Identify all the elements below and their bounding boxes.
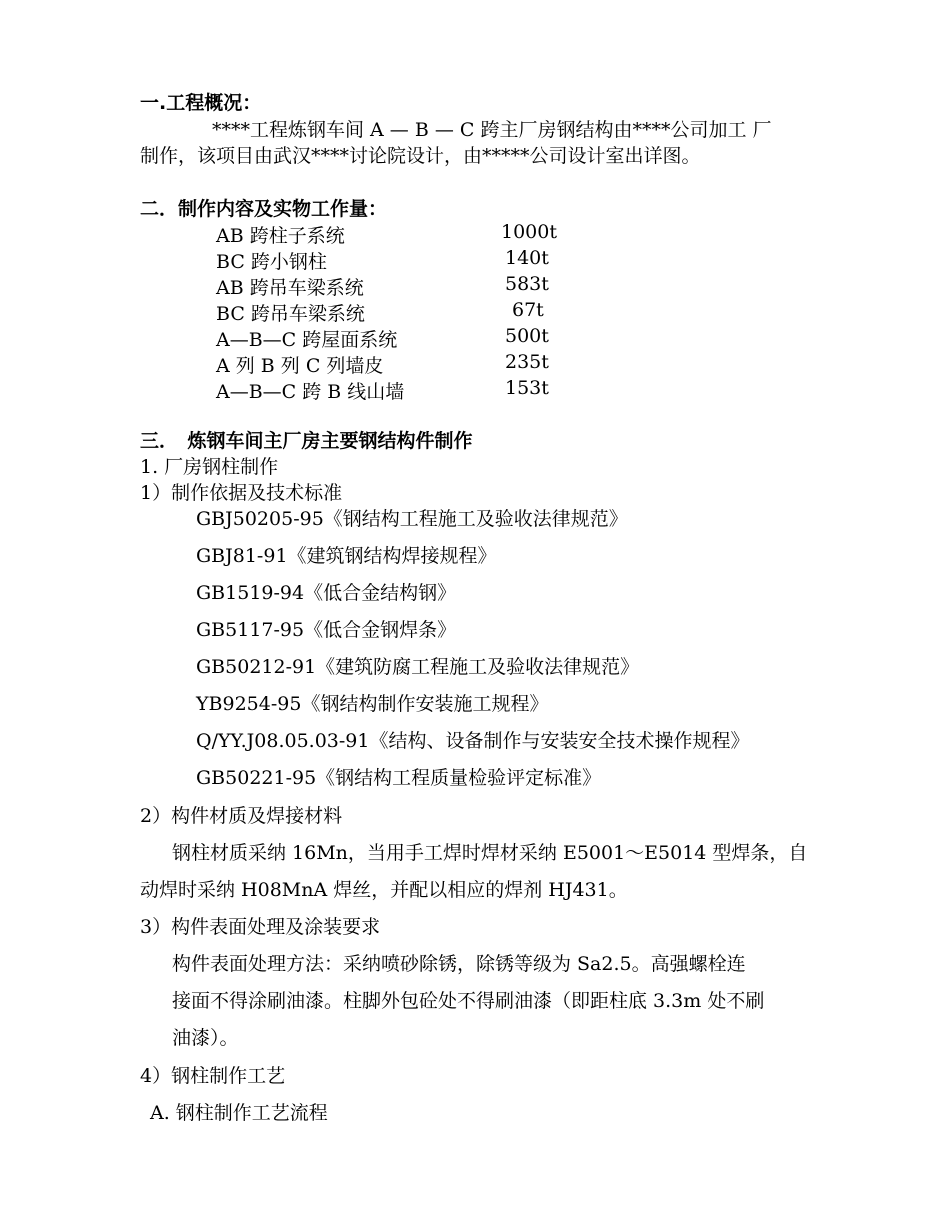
standard-item: GBJ81-91《建筑钢结构焊接规程》 (196, 545, 497, 567)
standard-item: YB9254-95《钢结构制作安装施工规程》 (196, 693, 549, 715)
subsection-1-1-title: 1）制作依据及技术标准 (140, 482, 343, 504)
workload-item-value: 140t (505, 247, 549, 269)
workload-item-value: 1000t (501, 221, 557, 243)
workload-item-name: A 列 B 列 C 列墙皮 (216, 355, 384, 377)
subsection-3-title: 3）构件表面处理及涂装要求 (140, 916, 381, 938)
standard-item: GBJ50205-95《钢结构工程施工及验收法律规范》 (196, 508, 628, 530)
subsection-3-line-1: 构件表面处理方法：采纳喷砂除锈，除锈等级为 Sa2.5。高强螺栓连 (172, 953, 746, 975)
workload-item-value: 235t (505, 351, 549, 373)
standard-item: GB5117-95《低合金钢焊条》 (196, 619, 457, 641)
workload-item-name: A—B—C 跨 B 线山墙 (216, 381, 405, 403)
section-2-heading: 二．制作内容及实物工作量： (140, 198, 388, 220)
subsection-3-line-2: 接面不得涂刷油漆。柱脚外包砼处不得刷油漆（即距柱底 3.3m 处不刷 (172, 990, 765, 1012)
standard-item: GB50221-95《钢结构工程质量检验评定标准》 (196, 767, 602, 789)
subsection-4-title: 4）钢柱制作工艺 (140, 1065, 286, 1087)
standard-item: GB1519-94《低合金结构钢》 (196, 582, 457, 604)
workload-item-name: BC 跨吊车梁系统 (216, 303, 365, 325)
section-1-heading: 一.工程概况： (140, 92, 262, 114)
subsection-a-title: A. 钢柱制作工艺流程 (150, 1102, 328, 1124)
subsection-2-title: 2）构件材质及焊接材料 (140, 805, 343, 827)
workload-item-value: 500t (505, 325, 549, 347)
workload-item-value: 153t (505, 377, 549, 399)
subsection-2-line-1: 钢柱材质采纳 16Mn，当用手工焊时焊材采纳 E5001～E5014 型焊条，自 (172, 842, 808, 864)
section-1-paragraph-line-2: 制作，该项目由武汉****讨论院设计，由*****公司设计室出详图。 (140, 145, 701, 167)
workload-item-name: A—B—C 跨屋面系统 (216, 329, 398, 351)
section-3-heading: 三． 炼钢车间主厂房主要钢结构件制作 (140, 430, 473, 452)
standard-item: Q/YY.J08.05.03-91《结构、设备制作与安装安全技术操作规程》 (196, 730, 750, 752)
subsection-1-title: 1. 厂房钢柱制作 (140, 456, 279, 478)
workload-item-value: 583t (505, 273, 549, 295)
workload-item-name: AB 跨柱子系统 (216, 225, 345, 247)
subsection-2-line-2: 动焊时采纳 H08MnA 焊丝，并配以相应的焊剂 HJ431。 (140, 879, 628, 901)
workload-item-value: 67t (512, 299, 544, 321)
standard-item: GB50212-91《建筑防腐工程施工及验收法律规范》 (196, 656, 640, 678)
subsection-3-line-3: 油漆）。 (172, 1027, 239, 1049)
workload-item-name: AB 跨吊车梁系统 (216, 277, 364, 299)
section-1-paragraph-line-1: ****工程炼钢车间 A — B — C 跨主厂房钢结构由****公司加工 厂 (212, 119, 772, 141)
workload-item-name: BC 跨小钢柱 (216, 251, 327, 273)
